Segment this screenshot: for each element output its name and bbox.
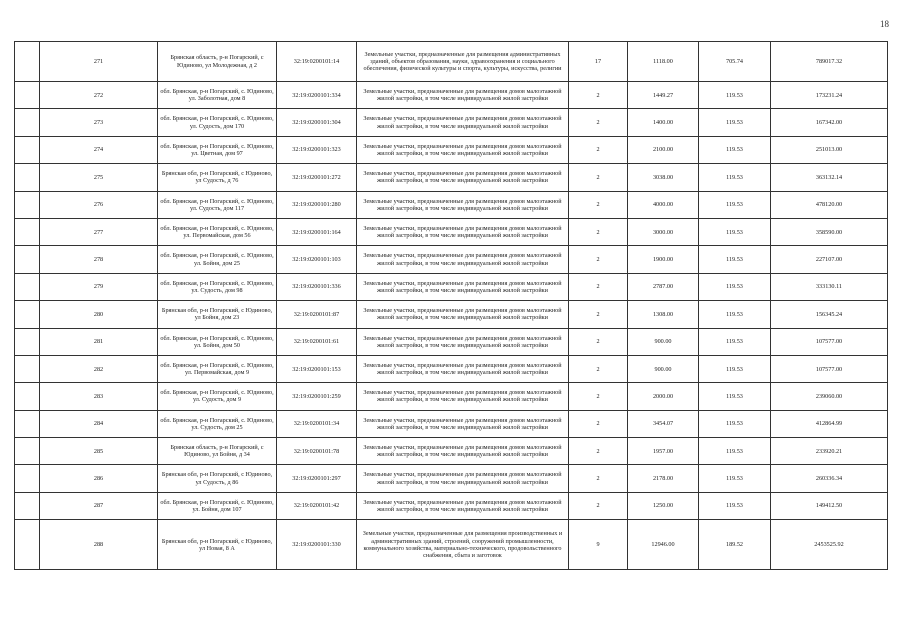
cell-permitted-use: Земельные участки, предназначенные для размещения домов малоэтажной жилой застройки, в том числе индивидуальной жилой застройки (357, 301, 569, 328)
cell-specific-value: 119.53 (699, 492, 771, 519)
cell-address: обл. Брянская, р-н Погарский, с. Юдиново, ул. Судость, дом 25 (158, 410, 277, 437)
cell-group: 17 (569, 42, 628, 82)
cell-permitted-use: Земельные участки, предназначенные для размещения домов малоэтажной жилой застройки, в том числе индивидуальной жилой застройки (357, 218, 569, 245)
cell-cadastral-value: 363132.14 (771, 164, 888, 191)
cell-address: обл. Брянская, р-н Погарский, с. Юдиново, ул. Судость, дом 9 (158, 383, 277, 410)
cell-number: 276 (40, 191, 158, 218)
cell-number: 271 (40, 42, 158, 82)
cell-area: 1118.00 (628, 42, 699, 82)
cell-number: 281 (40, 328, 158, 355)
cell-area: 1957.00 (628, 438, 699, 465)
cell-specific-value: 189.52 (699, 520, 771, 570)
cell-permitted-use: Земельные участки, предназначенные для размещения домов малоэтажной жилой застройки, в том числе индивидуальной жилой застройки (357, 246, 569, 273)
cell-specific-value: 119.53 (699, 328, 771, 355)
cell-area: 1308.00 (628, 301, 699, 328)
cell-permitted-use: Земельные участки, предназначенные для размещения домов малоэтажной жилой застройки, в том числе индивидуальной жилой застройки (357, 492, 569, 519)
cell-specific-value: 119.53 (699, 164, 771, 191)
table-row (15, 465, 888, 492)
table-row (15, 301, 888, 328)
cell-number: 274 (40, 136, 158, 163)
cell-group: 2 (569, 191, 628, 218)
cell-permitted-use: Земельные участки, предназначенные для размещения домов малоэтажной жилой застройки, в том числе индивидуальной жилой застройки (357, 410, 569, 437)
cell-cadastral-value: 412864.99 (771, 410, 888, 437)
cell-cadastral-number: 32:19:0200101:61 (277, 328, 357, 355)
table-row (15, 273, 888, 300)
cell-empty (15, 465, 40, 492)
cell-group: 9 (569, 520, 628, 570)
cell-group: 2 (569, 355, 628, 382)
cell-cadastral-value: 333130.11 (771, 273, 888, 300)
cell-cadastral-value: 2453525.92 (771, 520, 888, 570)
cell-address: Брянская обл, р-н Погарский, с Юдиново, ул Судость, д 76 (158, 164, 277, 191)
cell-specific-value: 119.53 (699, 465, 771, 492)
cell-permitted-use: Земельные участки, предназначенные для размещения производственных и административных зданий, строений, сооружений промышленности, коммунального хозяйства, материально-технического, продовольственного снабжения, сбыта и заготовок (357, 520, 569, 570)
table-row (15, 355, 888, 382)
cell-area: 1900.00 (628, 246, 699, 273)
cell-address: обл. Брянская, р-н Погарский, с. Юдиново, ул. Бойня, дом 50 (158, 328, 277, 355)
cell-empty (15, 218, 40, 245)
table-row (15, 164, 888, 191)
cell-area: 1400.00 (628, 109, 699, 136)
cell-address: Брянская обл, р-н Погарский, с Юдиново, ул Новая, 8 А (158, 520, 277, 570)
cell-group: 2 (569, 438, 628, 465)
cell-permitted-use: Земельные участки, предназначенные для размещения домов малоэтажной жилой застройки, в том числе индивидуальной жилой застройки (357, 355, 569, 382)
cell-address: обл. Брянская, р-н Погарский, с. Юдиново, ул. Цветная, дом 97 (158, 136, 277, 163)
table-row (15, 383, 888, 410)
cell-cadastral-number: 32:19:0200101:14 (277, 42, 357, 82)
cell-area: 3000.00 (628, 218, 699, 245)
cell-number: 287 (40, 492, 158, 519)
cell-area: 3454.07 (628, 410, 699, 437)
cell-number: 286 (40, 465, 158, 492)
cell-number: 280 (40, 301, 158, 328)
cell-permitted-use: Земельные участки, предназначенные для размещения домов малоэтажной жилой застройки, в том числе индивидуальной жилой застройки (357, 465, 569, 492)
cell-address: Брянская область, р-н Погарский, с Юдиново, ул Бойня, д 34 (158, 438, 277, 465)
cell-group: 2 (569, 136, 628, 163)
table-row (15, 438, 888, 465)
cell-cadastral-value: 173231.24 (771, 82, 888, 109)
cell-number: 282 (40, 355, 158, 382)
cell-group: 2 (569, 410, 628, 437)
cell-cadastral-number: 32:19:0200101:259 (277, 383, 357, 410)
cell-number: 279 (40, 273, 158, 300)
cell-number: 277 (40, 218, 158, 245)
cell-cadastral-number: 32:19:0200101:336 (277, 273, 357, 300)
cell-number: 283 (40, 383, 158, 410)
cell-empty (15, 136, 40, 163)
cell-cadastral-number: 32:19:0200101:304 (277, 109, 357, 136)
cell-specific-value: 119.53 (699, 410, 771, 437)
cell-area: 2178.00 (628, 465, 699, 492)
cell-empty (15, 164, 40, 191)
table-row (15, 328, 888, 355)
cell-address: обл. Брянская, р-н Погарский, с. Юдиново, ул. Бойня, дом 107 (158, 492, 277, 519)
cell-empty (15, 520, 40, 570)
cell-empty (15, 410, 40, 437)
cell-group: 2 (569, 246, 628, 273)
cell-address: Брянская обл, р-н Погарский, с Юдиново, ул Судость, д 86 (158, 465, 277, 492)
cell-group: 2 (569, 492, 628, 519)
cell-address: обл. Брянская, р-н Погарский, с. Юдиново, ул. Первомайская, дом 56 (158, 218, 277, 245)
cell-cadastral-number: 32:19:0200101:78 (277, 438, 357, 465)
table-row (15, 218, 888, 245)
cell-cadastral-number: 32:19:0200101:323 (277, 136, 357, 163)
table-row (15, 42, 888, 82)
cell-permitted-use: Земельные участки, предназначенные для размещения домов малоэтажной жилой застройки, в том числе индивидуальной жилой застройки (357, 82, 569, 109)
cell-address: обл. Брянская, р-н Погарский, с. Юдиново, ул. Заболотная, дом 8 (158, 82, 277, 109)
cell-cadastral-number: 32:19:0200101:164 (277, 218, 357, 245)
cell-cadastral-number: 32:19:0200101:297 (277, 465, 357, 492)
cell-group: 2 (569, 328, 628, 355)
cell-group: 2 (569, 218, 628, 245)
cell-area: 12946.00 (628, 520, 699, 570)
cell-area: 1250.00 (628, 492, 699, 519)
cell-specific-value: 119.53 (699, 383, 771, 410)
cell-empty (15, 246, 40, 273)
cell-cadastral-number: 32:19:0200101:103 (277, 246, 357, 273)
cell-cadastral-number: 32:19:0200101:334 (277, 82, 357, 109)
cell-area: 2000.00 (628, 383, 699, 410)
cell-specific-value: 119.53 (699, 246, 771, 273)
cell-empty (15, 82, 40, 109)
cell-cadastral-value: 227107.00 (771, 246, 888, 273)
cell-group: 2 (569, 164, 628, 191)
cell-cadastral-number: 32:19:0200101:87 (277, 301, 357, 328)
cell-specific-value: 119.53 (699, 355, 771, 382)
cell-cadastral-value: 149412.50 (771, 492, 888, 519)
table-body (15, 42, 888, 570)
cell-cadastral-value: 358590.00 (771, 218, 888, 245)
cell-number: 285 (40, 438, 158, 465)
cell-cadastral-number: 32:19:0200101:330 (277, 520, 357, 570)
cell-cadastral-value: 260336.34 (771, 465, 888, 492)
cell-permitted-use: Земельные участки, предназначенные для размещения домов малоэтажной жилой застройки, в том числе индивидуальной жилой застройки (357, 109, 569, 136)
table-row (15, 246, 888, 273)
table-row (15, 492, 888, 519)
cell-address: Брянская обл, р-н Погарский, с Юдиново, ул Бойня, дом 23 (158, 301, 277, 328)
table-row (15, 109, 888, 136)
cell-group: 2 (569, 273, 628, 300)
cell-cadastral-value: 239060.00 (771, 383, 888, 410)
cell-cadastral-value: 107577.00 (771, 355, 888, 382)
cell-group: 2 (569, 465, 628, 492)
cell-address: обл. Брянская, р-н Погарский, с. Юдиново, ул. Первомайская, дом 9 (158, 355, 277, 382)
cell-area: 4000.00 (628, 191, 699, 218)
cell-specific-value: 119.53 (699, 109, 771, 136)
cell-address: обл. Брянская, р-н Погарский, с. Юдиново, ул. Судость, дом 98 (158, 273, 277, 300)
cell-specific-value: 119.53 (699, 82, 771, 109)
cell-cadastral-value: 233920.21 (771, 438, 888, 465)
cell-cadastral-value: 789017.32 (771, 42, 888, 82)
cell-specific-value: 119.53 (699, 218, 771, 245)
cell-empty (15, 383, 40, 410)
cell-number: 275 (40, 164, 158, 191)
cell-cadastral-number: 32:19:0200101:153 (277, 355, 357, 382)
cell-area: 2787.00 (628, 273, 699, 300)
cell-area: 2100.00 (628, 136, 699, 163)
cell-specific-value: 119.53 (699, 273, 771, 300)
cell-permitted-use: Земельные участки, предназначенные для размещения домов малоэтажной жилой застройки, в том числе индивидуальной жилой застройки (357, 164, 569, 191)
cell-address: обл. Брянская, р-н Погарский, с. Юдиново, ул. Бойня, дом 25 (158, 246, 277, 273)
cell-permitted-use: Земельные участки, предназначенные для размещения домов малоэтажной жилой застройки, в том числе индивидуальной жилой застройки (357, 438, 569, 465)
cell-address: Брянская область, р-н Погарский, с Юдиново, ул Молодежная, д 2 (158, 42, 277, 82)
cell-cadastral-value: 156345.24 (771, 301, 888, 328)
cell-permitted-use: Земельные участки, предназначенные для размещения административных зданий, объектов образования, науки, здравоохранения и социального обеспечения, физической культуры и спорта, культуры, искусства, религии (357, 42, 569, 82)
cell-address: обл. Брянская, р-н Погарский, с. Юдиново, ул. Судость, дом 117 (158, 191, 277, 218)
cell-group: 2 (569, 82, 628, 109)
cell-number: 284 (40, 410, 158, 437)
cell-cadastral-value: 107577.00 (771, 328, 888, 355)
table-row (15, 82, 888, 109)
table-row (15, 136, 888, 163)
cell-specific-value: 119.53 (699, 301, 771, 328)
cell-empty (15, 109, 40, 136)
cell-empty (15, 191, 40, 218)
cell-group: 2 (569, 109, 628, 136)
cell-cadastral-number: 32:19:0200101:272 (277, 164, 357, 191)
cell-specific-value: 119.53 (699, 136, 771, 163)
cell-area: 900.00 (628, 328, 699, 355)
cell-empty (15, 42, 40, 82)
cell-permitted-use: Земельные участки, предназначенные для размещения домов малоэтажной жилой застройки, в том числе индивидуальной жилой застройки (357, 136, 569, 163)
cell-empty (15, 273, 40, 300)
cell-specific-value: 119.53 (699, 438, 771, 465)
cell-empty (15, 301, 40, 328)
table-row (15, 191, 888, 218)
cell-empty (15, 492, 40, 519)
cell-group: 2 (569, 383, 628, 410)
table-row (15, 410, 888, 437)
cell-permitted-use: Земельные участки, предназначенные для размещения домов малоэтажной жилой застройки, в том числе индивидуальной жилой застройки (357, 328, 569, 355)
cell-cadastral-value: 251013.00 (771, 136, 888, 163)
cell-permitted-use: Земельные участки, предназначенные для размещения домов малоэтажной жилой застройки, в том числе индивидуальной жилой застройки (357, 383, 569, 410)
cell-area: 900.00 (628, 355, 699, 382)
cell-empty (15, 328, 40, 355)
cell-specific-value: 705.74 (699, 42, 771, 82)
cell-cadastral-number: 32:19:0200101:34 (277, 410, 357, 437)
cell-address: обл. Брянская, р-н Погарский, с. Юдиново, ул. Судость, дом 170 (158, 109, 277, 136)
cell-empty (15, 438, 40, 465)
cell-group: 2 (569, 301, 628, 328)
table-row (15, 520, 888, 570)
cell-area: 3038.00 (628, 164, 699, 191)
page-number: 18 (880, 19, 889, 29)
cell-permitted-use: Земельные участки, предназначенные для размещения домов малоэтажной жилой застройки, в том числе индивидуальной жилой застройки (357, 191, 569, 218)
cell-number: 273 (40, 109, 158, 136)
cell-cadastral-value: 167342.00 (771, 109, 888, 136)
cell-cadastral-number: 32:19:0200101:42 (277, 492, 357, 519)
cell-number: 278 (40, 246, 158, 273)
cell-empty (15, 355, 40, 382)
cell-permitted-use: Земельные участки, предназначенные для размещения домов малоэтажной жилой застройки, в том числе индивидуальной жилой застройки (357, 273, 569, 300)
cell-specific-value: 119.53 (699, 191, 771, 218)
cell-cadastral-number: 32:19:0200101:280 (277, 191, 357, 218)
cell-number: 272 (40, 82, 158, 109)
land-plots-table (14, 41, 888, 570)
cell-area: 1449.27 (628, 82, 699, 109)
cell-cadastral-value: 478120.00 (771, 191, 888, 218)
cell-number: 288 (40, 520, 158, 570)
